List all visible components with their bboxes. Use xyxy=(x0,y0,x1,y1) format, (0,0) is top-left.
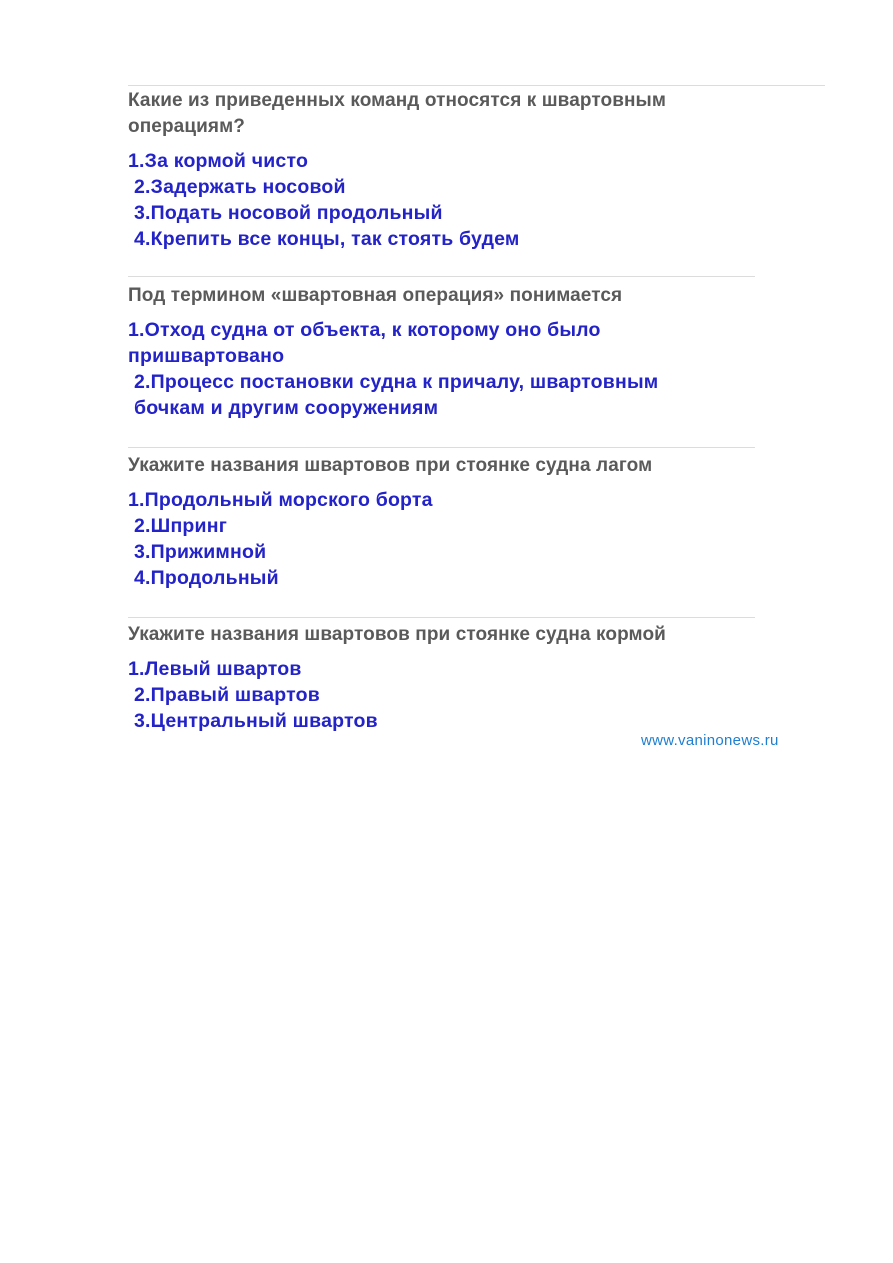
answer-option: 2.Шпринг xyxy=(134,515,228,537)
answer-option: 4.Крепить все концы, так стоять будем xyxy=(134,228,520,250)
question-text: Укажите названия швартовов при стоянке судна лагом xyxy=(128,455,653,476)
question-divider xyxy=(128,617,755,618)
answer-option: 1.За кормой чисто xyxy=(128,150,309,172)
answer-option: 3.Центральный швартов xyxy=(134,710,378,732)
answer-option: 2.Правый швартов xyxy=(134,684,320,706)
question-text: Укажите названия швартовов при стоянке судна кормой xyxy=(128,624,666,645)
answer-list xyxy=(128,317,728,421)
answer-option: 3.Прижимной xyxy=(134,541,267,563)
answer-option: 1.Продольный морского борта xyxy=(128,489,433,511)
answer-option: 2.Процесс постановки судна к причалу, швартовным бочкам и другим сооружениям xyxy=(134,371,659,419)
answer-list xyxy=(128,656,768,734)
answer-option: 2.Задержать носовой xyxy=(134,176,346,198)
answer-list xyxy=(128,148,768,252)
question-block-4 xyxy=(128,622,768,734)
question-block-3 xyxy=(128,453,768,591)
question-divider xyxy=(128,85,825,86)
question-divider xyxy=(128,447,755,448)
answer-option: 4.Продольный xyxy=(134,567,279,589)
question-text: Под термином «швартовная операция» понимается xyxy=(128,285,623,306)
answer-option: 1.Отход судна от объекта, к которому оно было пришвартовано xyxy=(128,319,601,367)
question-block-2 xyxy=(128,283,728,421)
source-watermark: www.vaninonews.ru xyxy=(641,732,779,749)
question-block-1 xyxy=(128,88,768,252)
answer-list xyxy=(128,487,768,591)
question-text: Какие из приведенных команд относятся к швартовным операциям? xyxy=(128,90,667,137)
question-divider xyxy=(128,276,755,277)
answer-option: 3.Подать носовой продольный xyxy=(134,202,443,224)
answer-option: 1.Левый швартов xyxy=(128,658,302,680)
